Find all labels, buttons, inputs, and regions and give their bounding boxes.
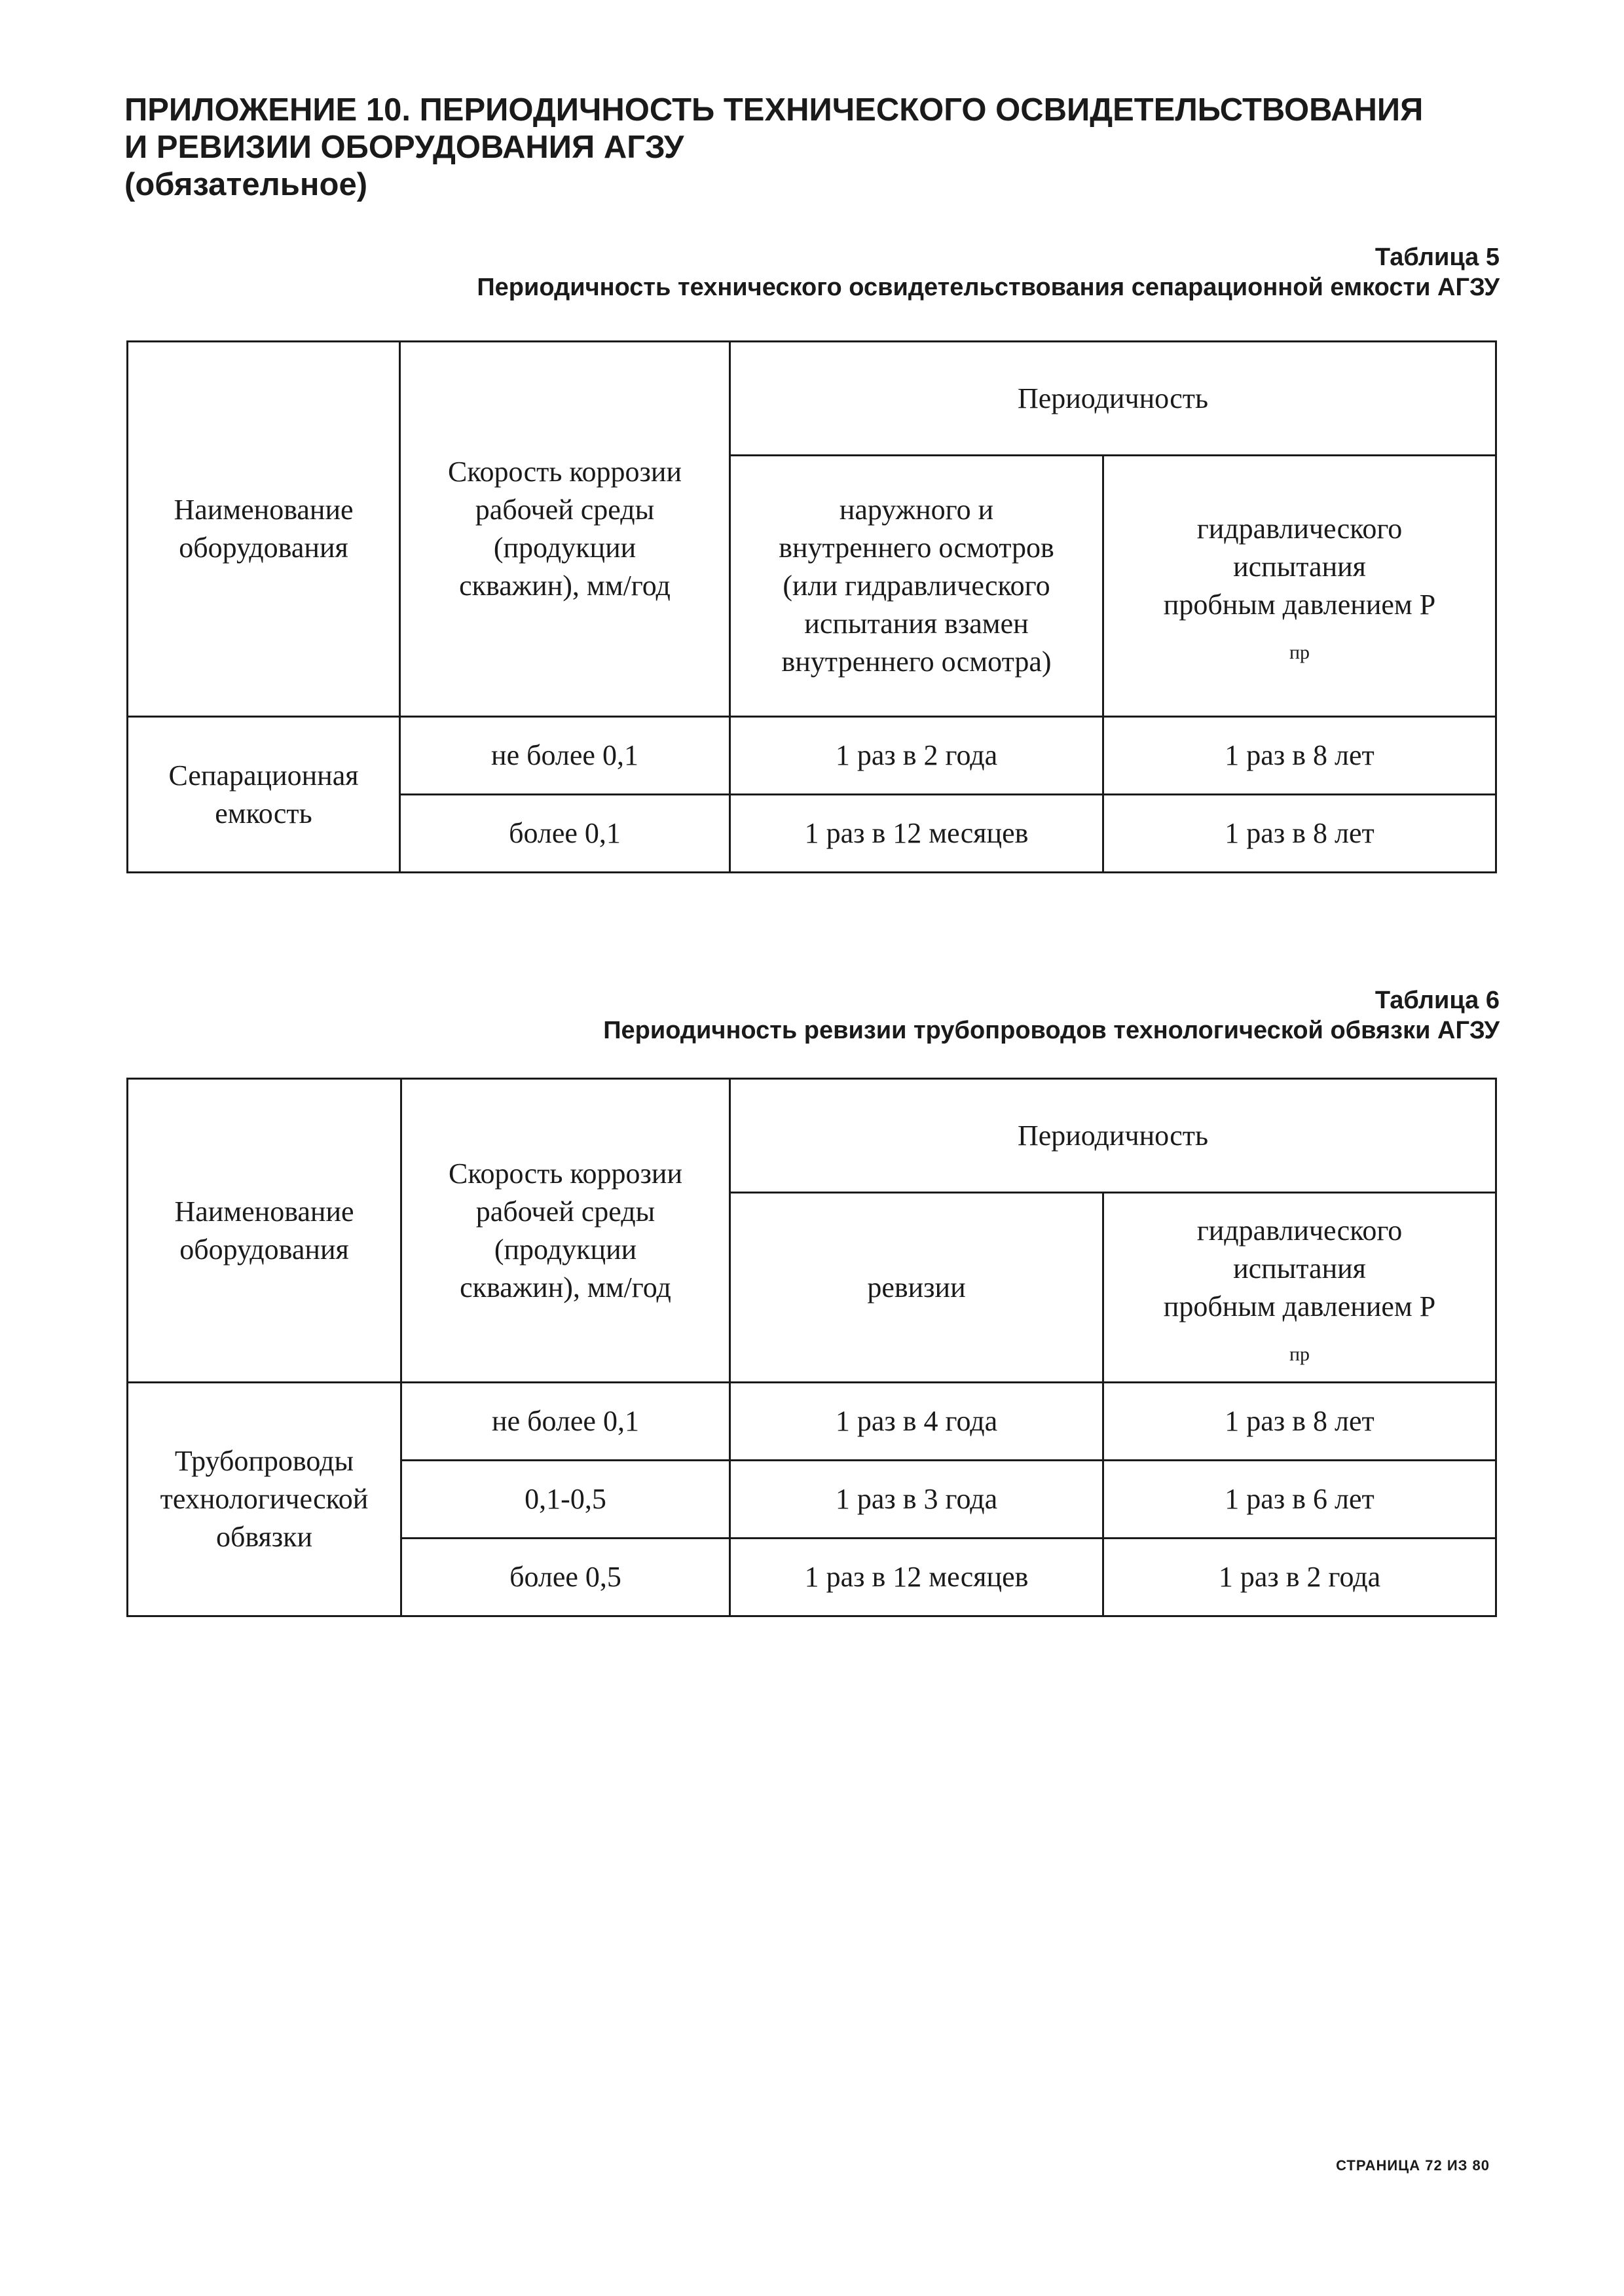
- table-6-header-revision: ревизии: [730, 1193, 1103, 1383]
- cell-revision-period: 1 раз в 4 года: [730, 1383, 1103, 1461]
- header-name-line: Наименование: [174, 1195, 354, 1228]
- header-speed-line: скважин), мм/год: [459, 570, 671, 602]
- appendix-title-line-2: И РЕВИЗИИ ОБОРУДОВАНИЯ АГЗУ: [124, 130, 684, 165]
- cell-corrosion-speed: более 0,5: [401, 1539, 730, 1616]
- table-6-header-row: [128, 1079, 1496, 1193]
- header-name-line: Наименование: [174, 494, 354, 526]
- table-6-label: Таблица 6: [1375, 987, 1500, 1014]
- table-5-header-name: [128, 342, 400, 717]
- cell-corrosion-speed: не более 0,1: [401, 1383, 730, 1461]
- table-5-title: Периодичность технического освидетельствования сепарационной емкости АГЗУ: [477, 274, 1500, 301]
- header-hydro-line: [1109, 1288, 1490, 1364]
- appendix-title: [124, 92, 1532, 204]
- table-5-header-inspection: [730, 456, 1103, 717]
- header-inspection-line: внутреннего осмотров: [779, 532, 1054, 564]
- appendix-title-line-1: ПРИЛОЖЕНИЕ 10. ПЕРИОДИЧНОСТЬ ТЕХНИЧЕСКОГО ОСВИДЕТЕЛЬСТВОВАНИЯ: [124, 92, 1424, 128]
- header-speed-line: Скорость коррозии: [447, 456, 682, 488]
- table-6-header-hydro: [1103, 1193, 1496, 1383]
- header-inspection-line: внутреннего осмотра): [781, 646, 1052, 678]
- header-name-line: оборудования: [179, 532, 348, 564]
- equipment-name-line: технологической: [160, 1483, 369, 1515]
- page-number: СТРАНИЦА 72 ИЗ 80: [1336, 2157, 1490, 2174]
- cell-corrosion-speed: 0,1-0,5: [401, 1461, 730, 1539]
- table-5-equipment-name: Сепарационная емкость: [128, 717, 400, 873]
- cell-hydro-period: 1 раз в 8 лет: [1103, 717, 1496, 795]
- table-row: [128, 717, 1496, 795]
- table-6-equipment-name: [128, 1383, 401, 1616]
- equipment-name-line: Трубопроводы: [174, 1445, 354, 1477]
- table-5-header-hydro: [1103, 456, 1496, 717]
- table-5: [126, 340, 1497, 873]
- header-hydro-text: пробным давлением Р: [1163, 589, 1436, 621]
- cell-corrosion-speed: более 0,1: [400, 795, 730, 873]
- header-inspection-line: испытания взамен: [804, 608, 1029, 640]
- header-hydro-line: испытания: [1233, 1252, 1366, 1285]
- cell-inspection-period: 1 раз в 2 года: [730, 717, 1103, 795]
- table-6: [126, 1078, 1497, 1617]
- header-hydro-line: гидравлического: [1196, 1214, 1403, 1247]
- header-speed-line: Скорость коррозии: [448, 1157, 683, 1190]
- header-hydro-line: [1109, 586, 1490, 662]
- cell-hydro-period: 1 раз в 6 лет: [1103, 1461, 1496, 1539]
- header-speed-line: (продукции: [494, 1233, 637, 1266]
- appendix-title-line-3: (обязательное): [124, 167, 368, 202]
- table-row: [128, 1383, 1496, 1461]
- cell-hydro-period: 1 раз в 2 года: [1103, 1539, 1496, 1616]
- cell-corrosion-speed: не более 0,1: [400, 717, 730, 795]
- cell-revision-period: 1 раз в 12 месяцев: [730, 1539, 1103, 1616]
- table-5-header-periodicity: Периодичность: [730, 342, 1496, 456]
- header-speed-line: скважин), мм/год: [460, 1271, 671, 1303]
- cell-hydro-period: 1 раз в 8 лет: [1103, 795, 1496, 873]
- cell-hydro-period: 1 раз в 8 лет: [1103, 1383, 1496, 1461]
- equipment-name-line: обвязки: [215, 1521, 313, 1553]
- header-speed-line: рабочей среды: [475, 1195, 655, 1228]
- table-6-header-periodicity: Периодичность: [730, 1079, 1496, 1193]
- header-speed-line: (продукции: [493, 532, 637, 564]
- table-6-header-speed: [401, 1079, 730, 1383]
- header-hydro-line: гидравлического: [1196, 513, 1403, 545]
- table-5-caption: [124, 242, 1500, 302]
- table-6-title: Периодичность ревизии трубопроводов технологической обвязки АГЗУ: [603, 1017, 1500, 1044]
- header-hydro-line: испытания: [1233, 551, 1366, 583]
- cell-inspection-period: 1 раз в 12 месяцев: [730, 795, 1103, 873]
- header-speed-line: рабочей среды: [475, 494, 655, 526]
- header-name-line: оборудования: [179, 1233, 349, 1266]
- table-5-header-row: [128, 342, 1496, 456]
- header-inspection-line: (или гидравлического: [783, 570, 1050, 602]
- cell-revision-period: 1 раз в 3 года: [730, 1461, 1103, 1539]
- table-6-caption: [124, 985, 1500, 1046]
- pressure-subscript: пр: [1289, 642, 1310, 663]
- table-5-header-speed: [400, 342, 730, 717]
- table-6-header-name: [128, 1079, 401, 1383]
- pressure-subscript: пр: [1289, 1343, 1310, 1365]
- table-5-label: Таблица 5: [1375, 244, 1500, 271]
- header-inspection-line: наружного и: [839, 494, 994, 526]
- header-hydro-text: пробным давлением Р: [1163, 1290, 1436, 1322]
